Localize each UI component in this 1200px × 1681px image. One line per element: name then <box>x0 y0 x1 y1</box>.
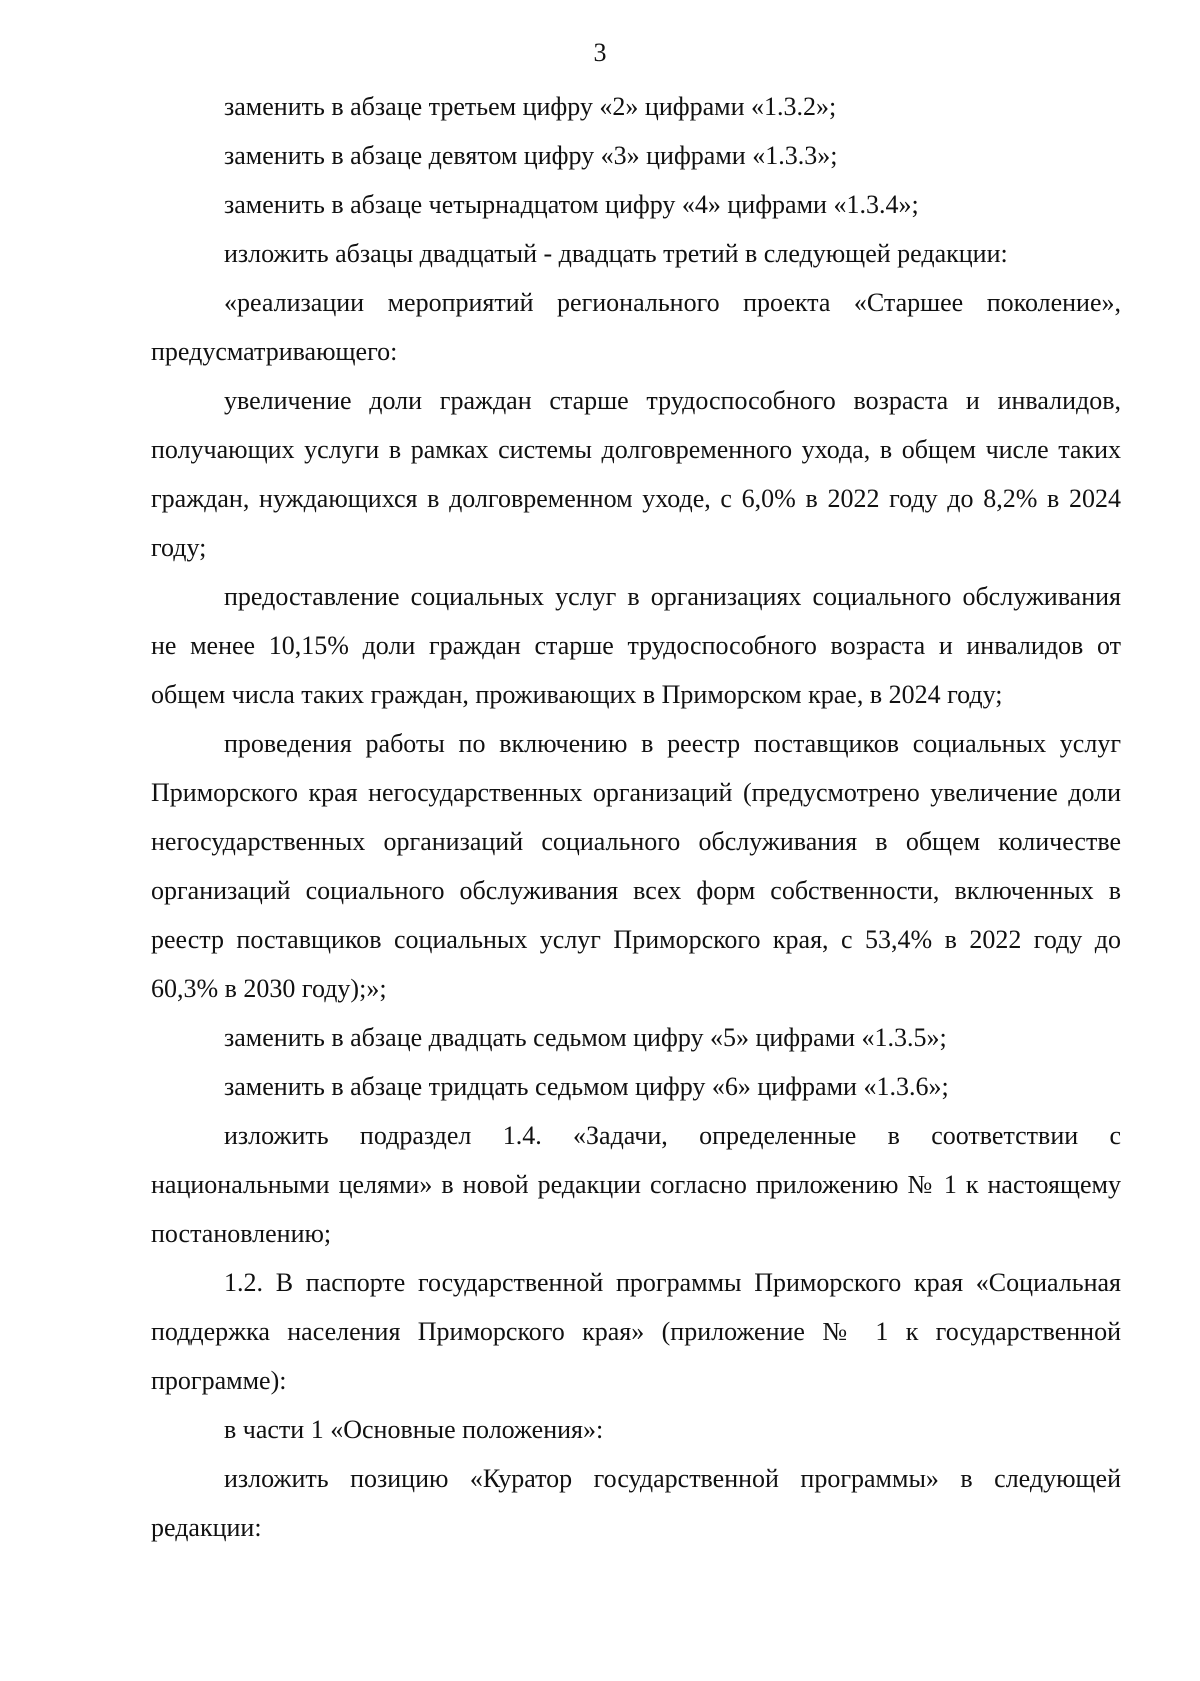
document-body <box>151 82 1121 1552</box>
paragraph-replace-fourteenth: заменить в абзаце четырнадцатом цифру «4» цифрами «1.3.4»; <box>224 190 919 219</box>
paragraph-part-1: в части 1 «Основные положения»: <box>224 1415 604 1444</box>
paragraph-restate-twentieth: изложить абзацы двадцатый - двадцать третий в следующей редакции: <box>224 239 1008 268</box>
paragraph-replace-twenty-seventh: заменить в абзаце двадцать седьмом цифру «5» цифрами «1.3.5»; <box>224 1023 947 1052</box>
paragraph-social-services: предоставление социальных услуг в организациях социального обслуживания не менее 10,15% доли граждан старше трудоспособного возраста и инвалидов от общем числа таких граждан, проживающих в Приморском крае, в 2024 году; <box>151 582 1121 709</box>
paragraph-registry-work: проведения работы по включению в реестр поставщиков социальных услуг Приморского края негосударственных организаций (предусмотрено увеличение доли негосударственных организаций социального обслуживания в общем количестве организаций социального обслуживания всех форм собственности, включенных в реестр поставщиков социальных услуг Приморского края, с 53,4% в 2022 году до 60,3% в 2030 году);»; <box>151 729 1121 1003</box>
paragraph-subsection-1-4: изложить подраздел 1.4. «Задачи, определенные в соответствии с национальными целями» в новой редакции согласно приложению № 1 к настоящему постановлению; <box>151 1121 1121 1248</box>
paragraph-regional-project: «реализации мероприятий регионального проекта «Старшее поколение», предусматривающего: <box>151 288 1121 366</box>
page-number: 3 <box>593 38 607 67</box>
paragraph-replace-ninth: заменить в абзаце девятом цифру «3» цифрами «1.3.3»; <box>224 141 838 170</box>
paragraph-replace-thirty-seventh: заменить в абзаце тридцать седьмом цифру «6» цифрами «1.3.6»; <box>224 1072 949 1101</box>
paragraph-long-term-care: увеличение доли граждан старше трудоспособного возраста и инвалидов, получающих услуги в рамках системы долговременного ухода, в общем числе таких граждан, нуждающихся в долговременном уходе, с 6,0% в 2022 году до 8,2% в 2024 году; <box>151 386 1121 562</box>
paragraph-replace-third: заменить в абзаце третьем цифру «2» цифрами «1.3.2»; <box>224 92 837 121</box>
paragraph-section-1-2: 1.2. В паспорте государственной программы Приморского края «Социальная поддержка населения Приморского края» (приложение № 1 к государственной программе): <box>151 1268 1121 1395</box>
paragraph-curator-position: изложить позицию «Куратор государственной программы» в следующей редакции: <box>151 1464 1121 1542</box>
